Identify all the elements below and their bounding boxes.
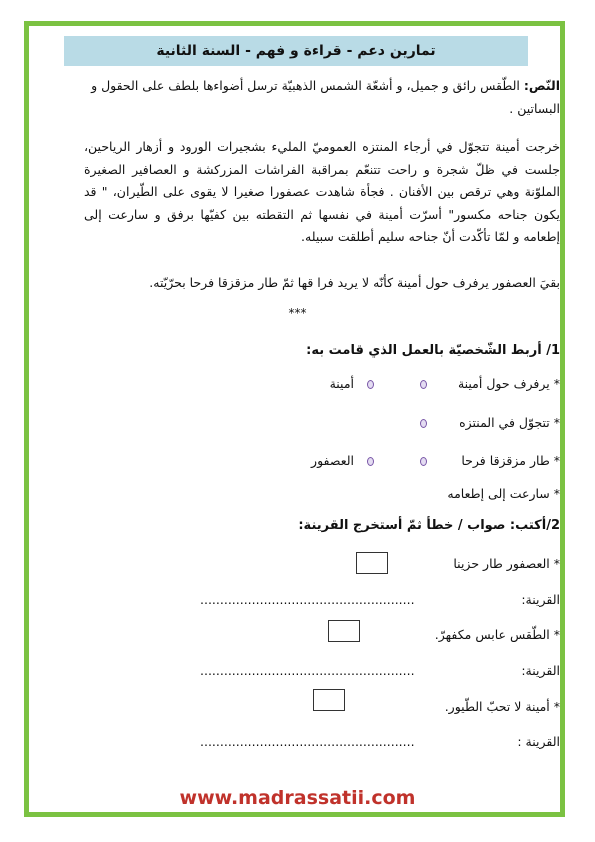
q2-answer-box-2[interactable] [328, 620, 360, 642]
q1-action-4: * سارعت إلى إطعامه [447, 486, 560, 501]
q1-character-2-dot[interactable] [367, 457, 374, 466]
q2-statement-2: * الطّقس عابس مكفهرّ. [434, 627, 560, 642]
q1-action-3-dot[interactable] [420, 457, 427, 466]
q2-statement-2-row [80, 623, 560, 647]
q2-clue-3-label: القرينة : [517, 734, 560, 749]
text-separator: *** [288, 306, 307, 320]
q2-statement-1: * العصفور طار حزينا [453, 556, 560, 571]
text-label: النّص: [523, 78, 560, 93]
q1-action-2-dot[interactable] [420, 419, 427, 428]
q2-statement-1-row [80, 552, 560, 576]
q1-character-1-dot[interactable] [367, 380, 374, 389]
text-intro [84, 75, 560, 120]
q1-action-1: * يرفرف حول أمينة [457, 376, 560, 391]
q2-clue-1-row [80, 588, 560, 612]
q1-action-1-dot[interactable] [420, 380, 427, 389]
q1-character-1: أمينة [329, 376, 354, 391]
q2-clue-2-row [80, 659, 560, 683]
q1-character-2: العصفور [311, 453, 354, 468]
website-logo: www.madrassatii.com [179, 787, 416, 809]
q1-action-2: * تتجوّل في المنتزه [459, 415, 560, 430]
q1-row-2 [80, 411, 560, 435]
q2-statement-3: * أمينة لا تحبّ الطّيور. [444, 699, 560, 714]
question-1-title: 1/ أربط الشّخصيّة بالعمل الذي قامت به: [306, 343, 560, 358]
q2-clue-2-dots[interactable]: ...................................................... [200, 663, 415, 678]
q2-clue-3-row [80, 730, 560, 754]
page-title: تمارين دعم - قراءة و فهم - السنة الثانية [64, 36, 528, 66]
q2-clue-3-dots[interactable]: ...................................................... [200, 734, 415, 749]
text-main-paragraph: خرجت أمينة تتجوّل في أرجاء المنتزه العموميّ المليء بشجيرات الورود و أزهار الرياحين، جلست في ظلّ شجرة و راحت تتنعّم بمراقبة الفراشات المزركشة و العصافير الصغيرة الملوّنة وهي ترقص بين الأفنان . فجأة شاهدت عصفورا صغيرا لا يقوى على الطّيران، " قد يكون جناحه مكسور" أسرّت أمينة في نفسها ثم التقطته بين كفيّها برفق و سارعت إلى إطعامه و لمّا تأكّدت أنّ جناحه سليم أطلقت سبيله. [84, 139, 560, 244]
q2-clue-1-dots[interactable]: ...................................................... [200, 592, 415, 607]
q2-answer-box-3[interactable] [313, 689, 345, 711]
q1-action-3: * طار مزقزقا فرحا [461, 453, 560, 468]
q2-clue-1-label: القرينة: [521, 592, 560, 607]
q1-row-3 [80, 449, 560, 473]
question-2-title: 2/أكتب: صواب / خطأ ثمّ أستخرج القرينة: [298, 518, 560, 533]
text-intro-body: الطّقس رائق و جميل، و أشعّة الشمس الذهبيّة ترسل أضواءها بلطف على الحقول و البساتين . [91, 78, 560, 116]
text-ending-paragraph: بقيَ العصفور يرفرف حول أمينة كأنّه لا يريد فرا قها ثمّ طار مزقزقا فرحا بحرّيّته. [149, 275, 560, 290]
q1-row-1 [80, 372, 560, 396]
q1-row-4 [80, 482, 560, 506]
q2-answer-box-1[interactable] [356, 552, 388, 574]
q2-clue-2-label: القرينة: [521, 663, 560, 678]
